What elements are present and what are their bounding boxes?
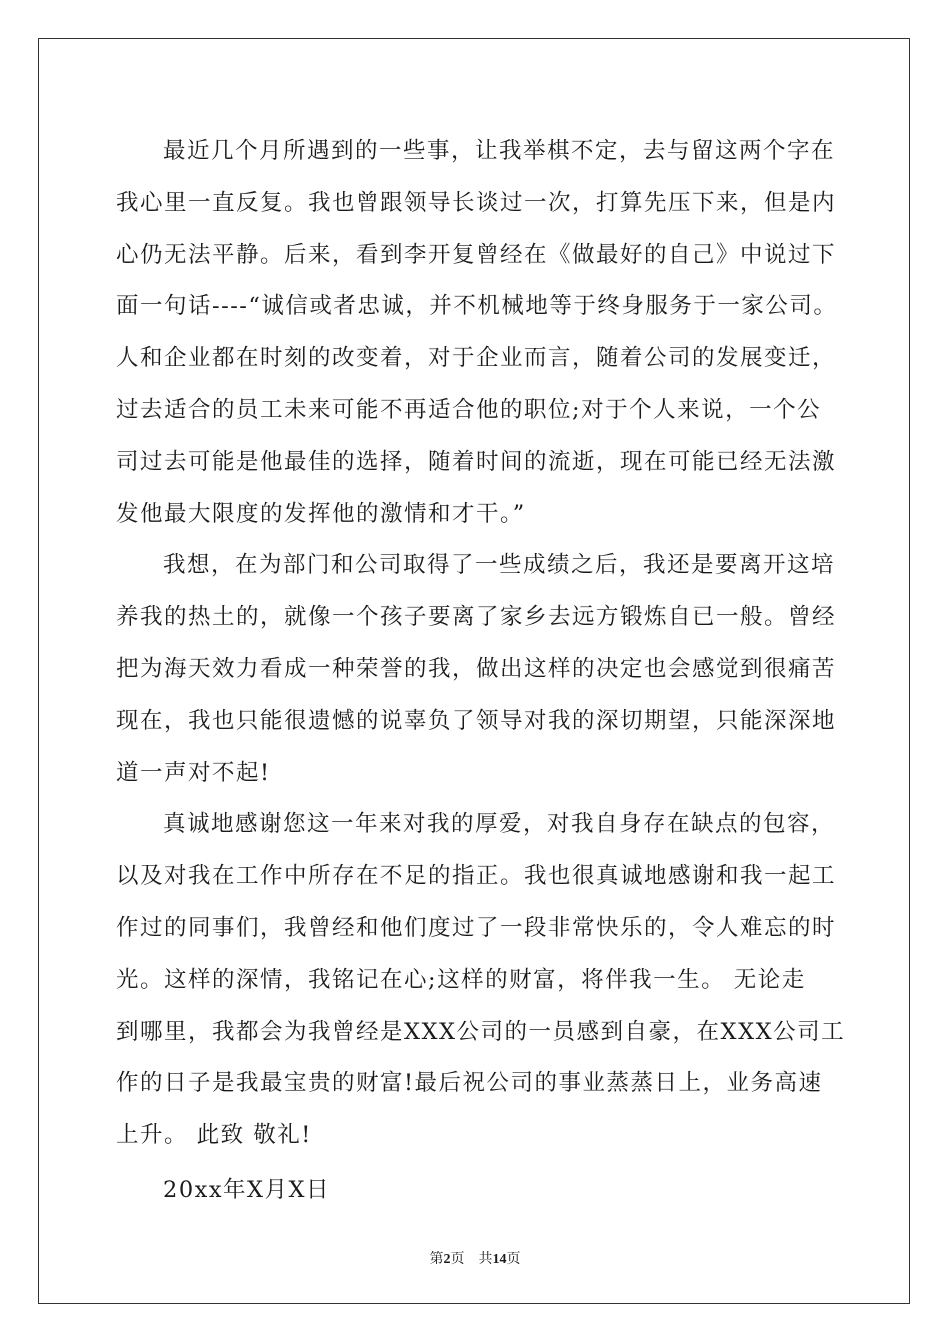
- paragraph-3-line-6: 作的日子是我最宝贵的财富!最后祝公司的事业蒸蒸日上，业务高速: [116, 1070, 823, 1097]
- paragraph-3-line-5: 到哪里，我都会为我曾经是XXX公司的一员感到自豪，在XXX公司工: [116, 1018, 846, 1045]
- paragraph-1-line-3: 心仍无法平静。后来，看到李开复曾经在《做最好的自己》中说过下: [116, 241, 837, 268]
- total-prefix: 共: [478, 1251, 493, 1267]
- paragraph-1-line-2: 我心里一直反复。我也曾跟领导长谈过一次，打算先压下来，但是内: [116, 189, 837, 216]
- paragraph-1-line-1: 最近几个月所遇到的一些事，让我举棋不定，去与留这两个字在: [163, 138, 836, 164]
- total-pages: 14: [492, 1252, 507, 1267]
- letter-body: [116, 126, 856, 1217]
- paragraph-2-line-4: 现在，我也只能很遗憾的说辜负了领导对我的深切期望，只能深深地: [116, 707, 837, 734]
- paragraph-1-line-6: 过去适合的员工未来可能不再适合他的职位;对于个人来说，一个公: [116, 396, 822, 423]
- page-suffix: 页: [450, 1251, 465, 1267]
- paragraph-3-line-1: 真诚地感谢您这一年来对我的厚爱，对我自身存在缺点的包容，: [163, 811, 836, 838]
- paragraph-2-line-1: 我想，在为部门和公司取得了一些成绩之后，我还是要离开这培: [163, 552, 836, 579]
- paragraph-2-line-5: 道一声对不起!: [116, 759, 271, 786]
- paragraph-2-line-2: 养我的热土的，就像一个孩子要离了家乡去远方锻炼自已一般。曾经: [116, 604, 837, 631]
- paragraph-2-line-3: 把为海天效力看成一种荣誉的我，做出这样的决定也会感觉到很痛苦: [116, 655, 837, 682]
- paragraph-3-line-2: 以及对我在工作中所存在不足的指正。我也很真诚地感谢和我一起工: [116, 863, 837, 890]
- paragraph-3-line-7: 上升。 此致 敬礼!: [116, 1122, 312, 1149]
- page-prefix: 第: [429, 1251, 444, 1267]
- page-number: 2: [443, 1252, 451, 1267]
- page-footer: [0, 1248, 950, 1268]
- paragraph-1-line-4: 面一句话----“诚信或者忠诚，并不机械地等于终身服务于一家公司。: [116, 293, 838, 320]
- paragraph-3-line-4: 光。这样的深情，我铭记在心;这样的财富，将伴我一生。 无论走: [116, 966, 806, 993]
- paragraph-1-line-7: 司过去可能是他最佳的选择，随着时间的流逝，现在可能已经无法激: [116, 448, 837, 475]
- total-suffix: 页: [506, 1251, 521, 1267]
- paragraph-3-line-3: 作过的同事们，我曾经和他们度过了一段非常快乐的，令人难忘的时: [116, 914, 837, 941]
- paragraph-1-line-8: 发他最大限度的发挥他的激情和才干。”: [116, 500, 526, 527]
- paragraph-1-line-5: 人和企业都在时刻的改变着，对于企业而言，随着公司的发展变迁，: [116, 345, 837, 372]
- letter-date: 20xx年X月X日: [163, 1176, 331, 1203]
